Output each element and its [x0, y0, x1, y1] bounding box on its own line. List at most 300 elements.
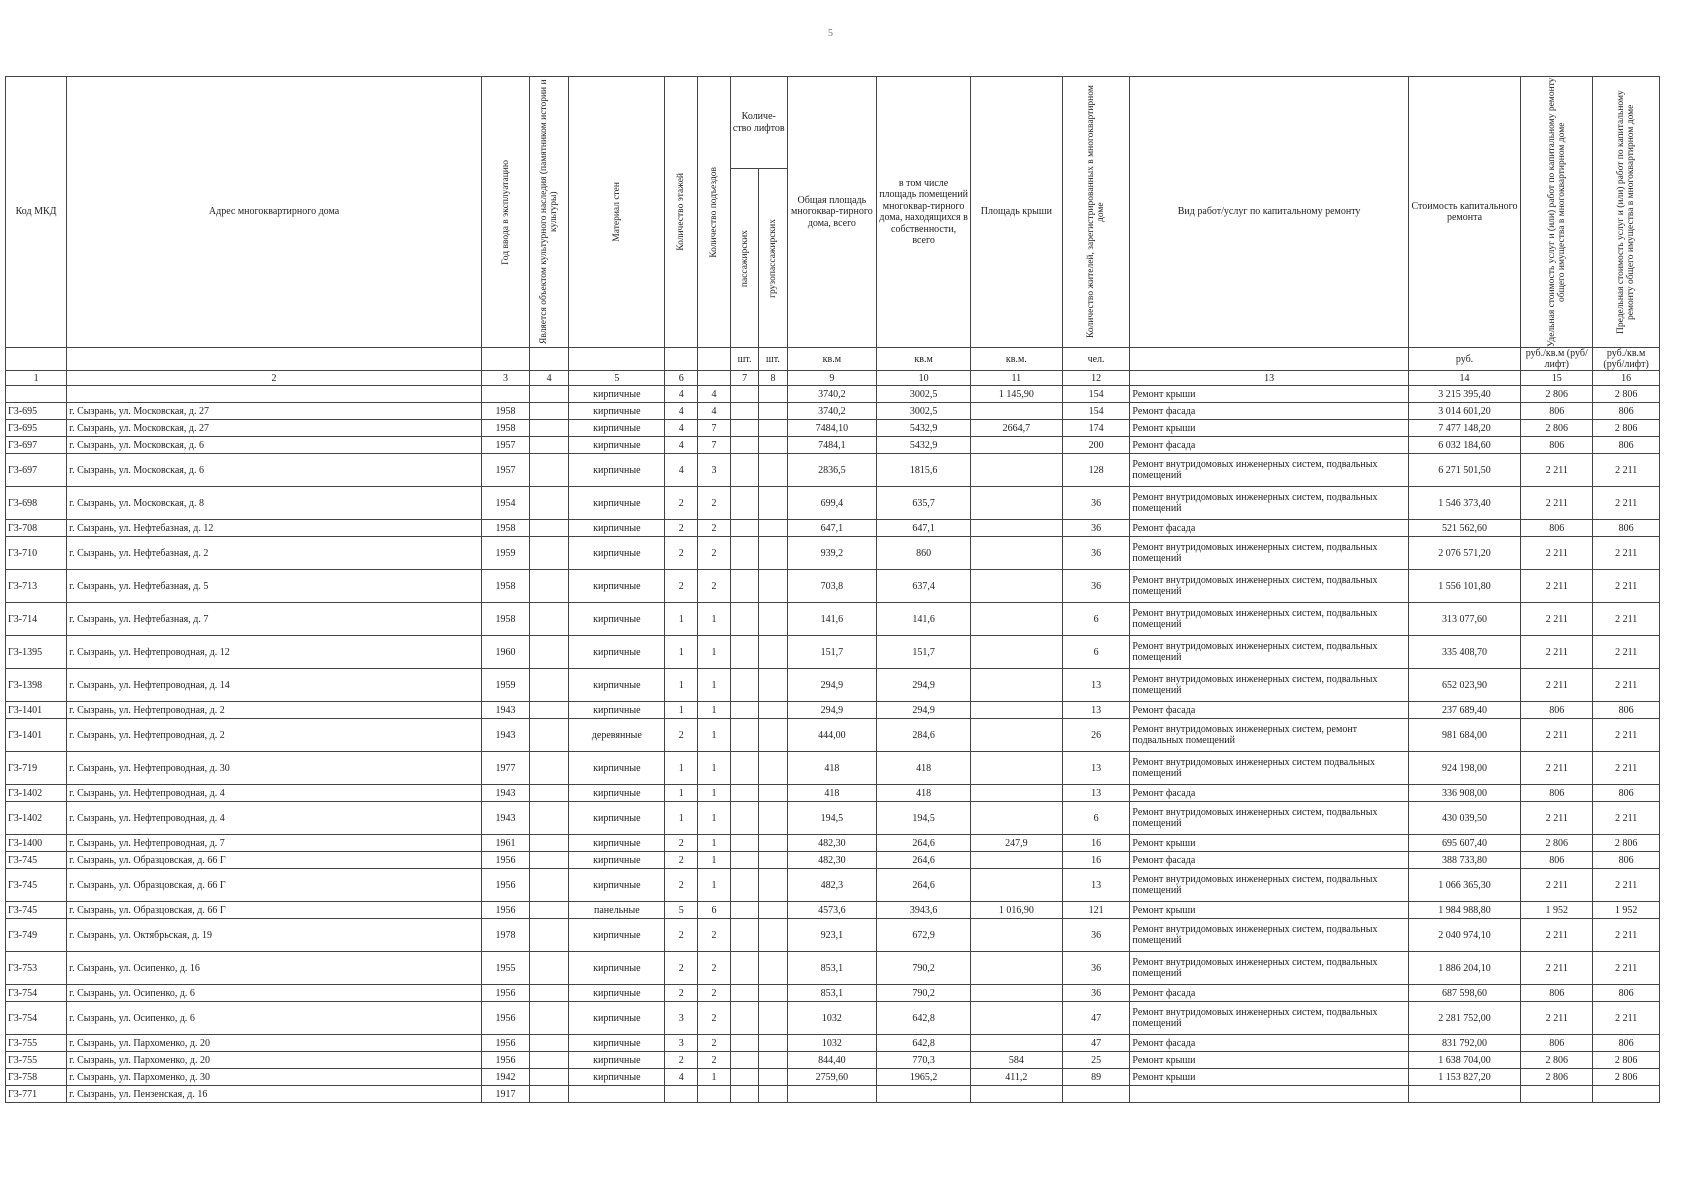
max-cost-cell: 2 211 [1593, 603, 1660, 636]
year-cell: 1958 [481, 603, 529, 636]
roof-area-cell [971, 869, 1063, 902]
code-cell: Г3-755 [6, 1035, 67, 1052]
residents-cell: 13 [1062, 869, 1130, 902]
code-cell: Г3-713 [6, 570, 67, 603]
year-cell: 1943 [481, 702, 529, 719]
lifts-passenger-cell [730, 1035, 758, 1052]
column-number: 6 [665, 371, 698, 386]
area-total-cell: 151,7 [787, 636, 877, 669]
lifts-cargo-cell [759, 869, 787, 902]
table-row [6, 719, 1660, 752]
max-cost-cell: 2 211 [1593, 669, 1660, 702]
cost-cell: 2 040 974,10 [1408, 919, 1520, 952]
unit-max-cost: руб./кв.м (руб/лифт) [1593, 348, 1660, 371]
cost-cell: 1 556 101,80 [1408, 570, 1520, 603]
code-cell: Г3-745 [6, 902, 67, 919]
floors-cell: 4 [665, 386, 698, 403]
material-cell: кирпичные [569, 537, 665, 570]
area-private-cell: 264,6 [877, 852, 971, 869]
table-row [6, 835, 1660, 852]
code-cell: Г3-1402 [6, 785, 67, 802]
code-cell: Г3-1401 [6, 719, 67, 752]
year-cell: 1956 [481, 1002, 529, 1035]
entrances-cell: 1 [698, 719, 731, 752]
address-cell: г. Сызрань, ул. Нефтепроводная, д. 4 [67, 802, 482, 835]
area-private-cell: 264,6 [877, 869, 971, 902]
lifts-passenger-cell [730, 1086, 758, 1103]
col-header-material: Материал стен [569, 77, 665, 348]
material-cell: кирпичные [569, 386, 665, 403]
roof-area-cell [971, 852, 1063, 869]
heritage-cell [530, 420, 569, 437]
column-numbers-row [6, 371, 1660, 386]
table-row [6, 952, 1660, 985]
lifts-cargo-cell [759, 985, 787, 1002]
heritage-cell [530, 537, 569, 570]
col-header-year: Год ввода в эксплуатацию [481, 77, 529, 348]
cost-cell: 7 477 148,20 [1408, 420, 1520, 437]
max-cost-cell: 806 [1593, 403, 1660, 420]
year-cell: 1956 [481, 902, 529, 919]
lifts-passenger-cell [730, 403, 758, 420]
area-total-cell: 418 [787, 752, 877, 785]
material-cell: кирпичные [569, 437, 665, 454]
cost-cell: 430 039,50 [1408, 802, 1520, 835]
area-total-cell: 482,30 [787, 835, 877, 852]
residents-cell: 36 [1062, 520, 1130, 537]
unit-cost-cell: 2 806 [1521, 835, 1593, 852]
max-cost-cell: 2 211 [1593, 802, 1660, 835]
heritage-cell [530, 1052, 569, 1069]
address-cell: г. Сызрань, ул. Пархоменко, д. 30 [67, 1069, 482, 1086]
roof-area-cell: 584 [971, 1052, 1063, 1069]
roof-area-cell [971, 403, 1063, 420]
floors-cell: 1 [665, 603, 698, 636]
heritage-cell [530, 669, 569, 702]
area-total-cell: 699,4 [787, 487, 877, 520]
year-cell: 1958 [481, 403, 529, 420]
year-cell: 1977 [481, 752, 529, 785]
code-cell: Г3-695 [6, 420, 67, 437]
year-cell: 1917 [481, 1086, 529, 1103]
area-total-cell: 2836,5 [787, 454, 877, 487]
lifts-passenger-cell [730, 537, 758, 570]
area-total-cell: 194,5 [787, 802, 877, 835]
address-cell: г. Сызрань, ул. Пензенская, д. 16 [67, 1086, 482, 1103]
work-type-cell: Ремонт фасада [1130, 852, 1408, 869]
lifts-passenger-cell [730, 752, 758, 785]
cost-cell: 924 198,00 [1408, 752, 1520, 785]
unit-cost-cell: 2 211 [1521, 952, 1593, 985]
floors-cell: 2 [665, 869, 698, 902]
table-row [6, 919, 1660, 952]
lifts-passenger-cell [730, 802, 758, 835]
heritage-cell [530, 1035, 569, 1052]
col-header-entrances: Количество подъездов [698, 77, 731, 348]
lifts-cargo-cell [759, 702, 787, 719]
floors-cell: 4 [665, 420, 698, 437]
table-row [6, 636, 1660, 669]
heritage-cell [530, 437, 569, 454]
area-total-cell: 853,1 [787, 985, 877, 1002]
area-private-cell: 3002,5 [877, 403, 971, 420]
lifts-cargo-cell [759, 1069, 787, 1086]
table-row [6, 487, 1660, 520]
entrances-cell: 1 [698, 1069, 731, 1086]
unit-cost-cell: 2 211 [1521, 669, 1593, 702]
material-cell: кирпичные [569, 454, 665, 487]
area-total-cell: 647,1 [787, 520, 877, 537]
column-number: 12 [1062, 371, 1130, 386]
table-row [6, 1052, 1660, 1069]
heritage-cell [530, 952, 569, 985]
address-cell: г. Сызрань, ул. Нефтепроводная, д. 30 [67, 752, 482, 785]
max-cost-cell: 2 806 [1593, 835, 1660, 852]
cost-cell: 3 014 601,20 [1408, 403, 1520, 420]
area-private-cell: 642,8 [877, 1035, 971, 1052]
max-cost-cell: 2 211 [1593, 537, 1660, 570]
address-cell: г. Сызрань, ул. Нефтебазная, д. 12 [67, 520, 482, 537]
lifts-passenger-cell [730, 669, 758, 702]
material-cell [569, 1086, 665, 1103]
col-header-code: Код МКД [6, 77, 67, 348]
cost-cell: 695 607,40 [1408, 835, 1520, 852]
cost-cell: 831 792,00 [1408, 1035, 1520, 1052]
code-cell: Г3-697 [6, 454, 67, 487]
year-cell: 1943 [481, 802, 529, 835]
year-cell: 1958 [481, 420, 529, 437]
cost-cell: 6 271 501,50 [1408, 454, 1520, 487]
lifts-cargo-cell [759, 1052, 787, 1069]
column-number: 1 [6, 371, 67, 386]
unit-residents: чел. [1062, 348, 1130, 371]
col-header-area-total: Общая площадь многоквар-тирного дома, всего [787, 77, 877, 348]
lifts-passenger-cell [730, 719, 758, 752]
area-private-cell: 647,1 [877, 520, 971, 537]
material-cell: кирпичные [569, 603, 665, 636]
lifts-passenger-cell [730, 454, 758, 487]
lifts-cargo-cell [759, 570, 787, 603]
area-private-cell: 1815,6 [877, 454, 971, 487]
entrances-cell: 2 [698, 520, 731, 537]
code-cell: Г3-697 [6, 437, 67, 454]
entrances-cell: 1 [698, 802, 731, 835]
residents-cell: 174 [1062, 420, 1130, 437]
address-cell: г. Сызрань, ул. Нефтепроводная, д. 7 [67, 835, 482, 852]
work-type-cell: Ремонт крыши [1130, 1052, 1408, 1069]
area-private-cell: 860 [877, 537, 971, 570]
material-cell: кирпичные [569, 802, 665, 835]
address-cell: г. Сызрань, ул. Осипенко, д. 6 [67, 1002, 482, 1035]
entrances-cell: 2 [698, 919, 731, 952]
unit-area-private: кв.м [877, 348, 971, 371]
unit-cost-cell: 2 211 [1521, 570, 1593, 603]
material-cell: кирпичные [569, 420, 665, 437]
cost-cell: 1 886 204,10 [1408, 952, 1520, 985]
address-cell: г. Сызрань, ул. Нефтебазная, д. 5 [67, 570, 482, 603]
col-header-residents: Количество жителей, зарегистрированных в многоквартирном доме [1062, 77, 1130, 348]
material-cell: деревянные [569, 719, 665, 752]
lifts-cargo-cell [759, 487, 787, 520]
table-body [6, 386, 1660, 1103]
work-type-cell: Ремонт фасада [1130, 1035, 1408, 1052]
residents-cell: 6 [1062, 802, 1130, 835]
floors-cell: 1 [665, 702, 698, 719]
entrances-cell: 2 [698, 537, 731, 570]
table-row [6, 420, 1660, 437]
roof-area-cell [971, 919, 1063, 952]
work-type-cell: Ремонт внутридомовых инженерных систем, подвальных помещений [1130, 537, 1408, 570]
entrances-cell: 2 [698, 1035, 731, 1052]
heritage-cell [530, 869, 569, 902]
roof-area-cell: 1 145,90 [971, 386, 1063, 403]
heritage-cell [530, 1069, 569, 1086]
unit-cost-cell: 806 [1521, 785, 1593, 802]
area-private-cell: 635,7 [877, 487, 971, 520]
lifts-cargo-cell [759, 537, 787, 570]
max-cost-cell: 2 211 [1593, 869, 1660, 902]
work-type-cell: Ремонт внутридомовых инженерных систем, подвальных помещений [1130, 952, 1408, 985]
lifts-passenger-cell [730, 952, 758, 985]
residents-cell: 6 [1062, 603, 1130, 636]
cost-cell: 1 153 827,20 [1408, 1069, 1520, 1086]
table-row [6, 1035, 1660, 1052]
unit-cost-cell: 2 211 [1521, 802, 1593, 835]
heritage-cell [530, 403, 569, 420]
lifts-cargo-cell [759, 952, 787, 985]
year-cell: 1959 [481, 537, 529, 570]
roof-area-cell [971, 570, 1063, 603]
address-cell: г. Сызрань, ул. Нефтепроводная, д. 12 [67, 636, 482, 669]
area-private-cell: 5432,9 [877, 420, 971, 437]
lifts-passenger-cell [730, 487, 758, 520]
max-cost-cell: 2 211 [1593, 636, 1660, 669]
area-total-cell: 7484,10 [787, 420, 877, 437]
address-cell: г. Сызрань, ул. Московская, д. 6 [67, 437, 482, 454]
column-number: 13 [1130, 371, 1408, 386]
unit-lifts-cargo: шт. [759, 348, 787, 371]
lifts-cargo-cell [759, 386, 787, 403]
unit-cost-cell: 2 211 [1521, 537, 1593, 570]
column-number: 3 [481, 371, 529, 386]
roof-area-cell [971, 669, 1063, 702]
heritage-cell [530, 487, 569, 520]
cost-cell: 2 281 752,00 [1408, 1002, 1520, 1035]
max-cost-cell: 806 [1593, 437, 1660, 454]
residents-cell: 89 [1062, 1069, 1130, 1086]
cost-cell: 336 908,00 [1408, 785, 1520, 802]
max-cost-cell: 2 806 [1593, 1069, 1660, 1086]
table-row [6, 785, 1660, 802]
work-type-cell: Ремонт внутридомовых инженерных систем, подвальных помещений [1130, 603, 1408, 636]
work-type-cell: Ремонт внутридомовых инженерных систем, подвальных помещений [1130, 669, 1408, 702]
heritage-cell [530, 919, 569, 952]
material-cell: кирпичные [569, 1069, 665, 1086]
floors-cell [665, 1086, 698, 1103]
lifts-passenger-cell [730, 985, 758, 1002]
work-type-cell: Ремонт крыши [1130, 420, 1408, 437]
code-cell: Г3-745 [6, 852, 67, 869]
roof-area-cell [971, 985, 1063, 1002]
lifts-cargo-cell [759, 902, 787, 919]
address-cell: г. Сызрань, ул. Нефтепроводная, д. 14 [67, 669, 482, 702]
material-cell: кирпичные [569, 1035, 665, 1052]
floors-cell: 2 [665, 487, 698, 520]
cost-cell: 1 984 988,80 [1408, 902, 1520, 919]
table-row [6, 802, 1660, 835]
table-row [6, 702, 1660, 719]
unit-cost-cell: 2 211 [1521, 719, 1593, 752]
floors-cell: 3 [665, 1035, 698, 1052]
page-number-mark: 5 [828, 28, 833, 39]
roof-area-cell [971, 752, 1063, 785]
code-cell [6, 386, 67, 403]
work-type-cell: Ремонт внутридомовых инженерных систем, подвальных помещений [1130, 636, 1408, 669]
floors-cell: 2 [665, 919, 698, 952]
entrances-cell: 4 [698, 403, 731, 420]
year-cell: 1942 [481, 1069, 529, 1086]
roof-area-cell [971, 1086, 1063, 1103]
lifts-passenger-cell [730, 1002, 758, 1035]
year-cell [481, 386, 529, 403]
year-cell: 1956 [481, 1052, 529, 1069]
heritage-cell [530, 785, 569, 802]
residents-cell: 154 [1062, 403, 1130, 420]
work-type-cell: Ремонт внутридомовых инженерных систем, ремонт подвальных помещений [1130, 719, 1408, 752]
entrances-cell: 2 [698, 487, 731, 520]
table-row [6, 603, 1660, 636]
code-cell: Г3-1400 [6, 835, 67, 852]
lifts-cargo-cell [759, 919, 787, 952]
work-type-cell: Ремонт фасада [1130, 403, 1408, 420]
roof-area-cell: 411,2 [971, 1069, 1063, 1086]
max-cost-cell: 2 211 [1593, 952, 1660, 985]
entrances-cell: 7 [698, 437, 731, 454]
lifts-cargo-cell [759, 1086, 787, 1103]
area-private-cell: 642,8 [877, 1002, 971, 1035]
area-private-cell: 264,6 [877, 835, 971, 852]
lifts-passenger-cell [730, 835, 758, 852]
floors-cell: 1 [665, 785, 698, 802]
lifts-passenger-cell [730, 919, 758, 952]
work-type-cell: Ремонт фасада [1130, 785, 1408, 802]
area-private-cell: 294,9 [877, 669, 971, 702]
column-number: 10 [877, 371, 971, 386]
lifts-cargo-cell [759, 1035, 787, 1052]
cost-cell: 1 066 365,30 [1408, 869, 1520, 902]
entrances-cell: 4 [698, 386, 731, 403]
code-cell: Г3-1395 [6, 636, 67, 669]
residents-cell: 36 [1062, 537, 1130, 570]
roof-area-cell [971, 802, 1063, 835]
max-cost-cell: 806 [1593, 985, 1660, 1002]
roof-area-cell [971, 1002, 1063, 1035]
max-cost-cell: 2 211 [1593, 487, 1660, 520]
residents-cell: 13 [1062, 669, 1130, 702]
unit-cost: руб. [1408, 348, 1520, 371]
max-cost-cell: 2 806 [1593, 386, 1660, 403]
heritage-cell [530, 802, 569, 835]
year-cell: 1956 [481, 1035, 529, 1052]
year-cell: 1958 [481, 520, 529, 537]
residents-cell: 36 [1062, 985, 1130, 1002]
material-cell: кирпичные [569, 785, 665, 802]
material-cell: кирпичные [569, 520, 665, 537]
area-private-cell: 3943,6 [877, 902, 971, 919]
lifts-passenger-cell [730, 386, 758, 403]
entrances-cell: 1 [698, 835, 731, 852]
table-row [6, 520, 1660, 537]
area-total-cell: 853,1 [787, 952, 877, 985]
address-cell: г. Сызрань, ул. Нефтепроводная, д. 2 [67, 702, 482, 719]
col-header-lifts-passenger: пассажирских [730, 169, 758, 348]
cost-cell: 6 032 184,60 [1408, 437, 1520, 454]
cost-cell [1408, 1086, 1520, 1103]
material-cell: кирпичные [569, 1002, 665, 1035]
area-total-cell: 3740,2 [787, 403, 877, 420]
table-row [6, 1086, 1660, 1103]
unit-roof-area: кв.м. [971, 348, 1063, 371]
roof-area-cell [971, 437, 1063, 454]
lifts-passenger-cell [730, 603, 758, 636]
work-type-cell: Ремонт внутридомовых инженерных систем, подвальных помещений [1130, 454, 1408, 487]
work-type-cell: Ремонт внутридомовых инженерных систем, подвальных помещений [1130, 869, 1408, 902]
entrances-cell [698, 1086, 731, 1103]
material-cell: кирпичные [569, 752, 665, 785]
unit-cost-cell: 2 211 [1521, 603, 1593, 636]
code-cell: Г3-695 [6, 403, 67, 420]
unit-cost-cell: 2 211 [1521, 919, 1593, 952]
max-cost-cell: 2 211 [1593, 752, 1660, 785]
code-cell: Г3-754 [6, 1002, 67, 1035]
roof-area-cell: 1 016,90 [971, 902, 1063, 919]
unit-unit-cost: руб./кв.м (руб/лифт) [1521, 348, 1593, 371]
cost-cell: 521 562,60 [1408, 520, 1520, 537]
address-cell: г. Сызрань, ул. Октябрьская, д. 19 [67, 919, 482, 952]
heritage-cell [530, 454, 569, 487]
table-row [6, 869, 1660, 902]
roof-area-cell [971, 520, 1063, 537]
entrances-cell: 2 [698, 570, 731, 603]
floors-cell: 4 [665, 1069, 698, 1086]
roof-area-cell [971, 487, 1063, 520]
area-total-cell: 939,2 [787, 537, 877, 570]
max-cost-cell: 806 [1593, 852, 1660, 869]
work-type-cell: Ремонт крыши [1130, 902, 1408, 919]
year-cell: 1954 [481, 487, 529, 520]
lifts-cargo-cell [759, 1002, 787, 1035]
col-header-lifts-cargo: грузопассажирских [759, 169, 787, 348]
work-type-cell: Ремонт внутридомовых инженерных систем подвальных помещений [1130, 752, 1408, 785]
cost-cell: 3 215 395,40 [1408, 386, 1520, 403]
roof-area-cell [971, 785, 1063, 802]
year-cell: 1957 [481, 437, 529, 454]
heritage-cell [530, 719, 569, 752]
area-private-cell: 1965,2 [877, 1069, 971, 1086]
lifts-passenger-cell [730, 1069, 758, 1086]
residents-cell: 6 [1062, 636, 1130, 669]
roof-area-cell [971, 603, 1063, 636]
heritage-cell [530, 902, 569, 919]
floors-cell: 4 [665, 454, 698, 487]
code-cell: Г3-771 [6, 1086, 67, 1103]
address-cell: г. Сызрань, ул. Образцовская, д. 66 Г [67, 852, 482, 869]
residents-cell: 16 [1062, 852, 1130, 869]
lifts-cargo-cell [759, 520, 787, 537]
material-cell: кирпичные [569, 636, 665, 669]
lifts-passenger-cell [730, 570, 758, 603]
residents-cell: 200 [1062, 437, 1130, 454]
